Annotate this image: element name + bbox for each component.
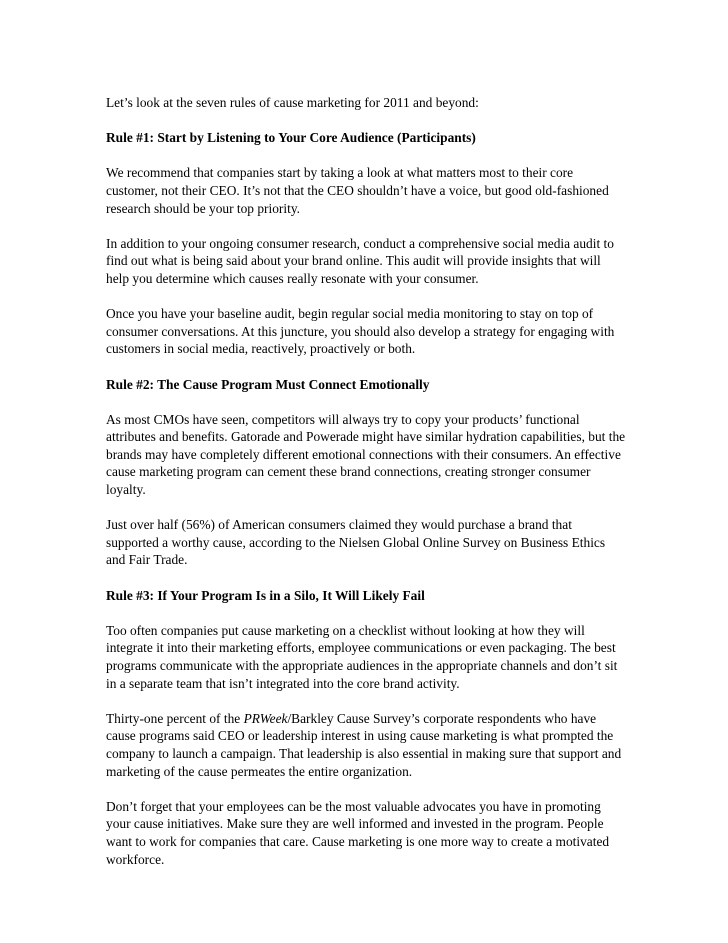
rule-1-paragraph-1: We recommend that companies start by taking a look at what matters most to their core customer, not their CEO. It’s not that the CEO shouldn’t have a voice, but good old-fashioned research should be your top priority.: [106, 165, 609, 216]
rule-3-paragraph-2-suffix: /Barkley Cause Survey’s corporate respondents who have cause programs said CEO or leadership interest in using cause marketing is what prompted the company to launch a campaign. That leadership is also essential in making sure that support and marketing of the cause permeates the entire organization.: [106, 710, 622, 779]
rule-2-heading: Rule #2: The Cause Program Must Connect Emotionally: [106, 376, 430, 392]
rule-1-heading: Rule #1: Start by Listening to Your Core Audience (Participants): [106, 130, 476, 146]
rule-3-heading: Rule #3: If Your Program Is in a Silo, It Will Likely Fail: [106, 587, 425, 603]
rule-2-paragraph-1: As most CMOs have seen, competitors will always try to copy your products’ functional attributes and benefits. Gatorade and Powerade might have similar hydration capabilities, but the brands may have completely different emotional connections with their consumers. An effective cause marketing program can cement these brand connections, creating stronger consumer loyalty.: [106, 411, 626, 498]
rule-3-paragraph-2-prefix: Thirty-one percent of the: [106, 710, 244, 726]
rule-3-paragraph-1: Too often companies put cause marketing on a checklist without looking at how they will integrate it into their marketing efforts, employee communications or even packaging. The best programs communicate with the appropriate audiences in the appropriate channels and don’t sit in a separate team that isn’t integrated into the core brand activity.: [106, 622, 618, 691]
rule-3-paragraph-2: [106, 710, 626, 780]
document-page: [106, 94, 626, 886]
intro-paragraph: Let’s look at the seven rules of cause marketing for 2011 and beyond:: [106, 95, 479, 110]
rule-3-paragraph-3: Don’t forget that your employees can be the most valuable advocates you have in promoting your cause initiatives. Make sure they are well informed and invested in the program. People want to work for companies that care. Cause marketing is one more way to create a motivated workforce.: [106, 798, 610, 867]
rule-2-paragraph-2: Just over half (56%) of American consumers claimed they would purchase a brand that supported a worthy cause, according to the Nielsen Global Online Survey on Business Ethics and Fair Trade.: [106, 517, 606, 568]
rule-1-paragraph-2: In addition to your ongoing consumer research, conduct a comprehensive social media audit to find out what is being said about your brand online. This audit will provide insights that will help you determine which causes really resonate with your consumer.: [106, 235, 614, 286]
publication-name: PRWeek: [243, 710, 288, 726]
rule-1-paragraph-3: Once you have your baseline audit, begin regular social media monitoring to stay on top of consumer conversations. At this juncture, you should also develop a strategy for engaging with customers in social media, reactively, proactively or both.: [106, 306, 615, 357]
